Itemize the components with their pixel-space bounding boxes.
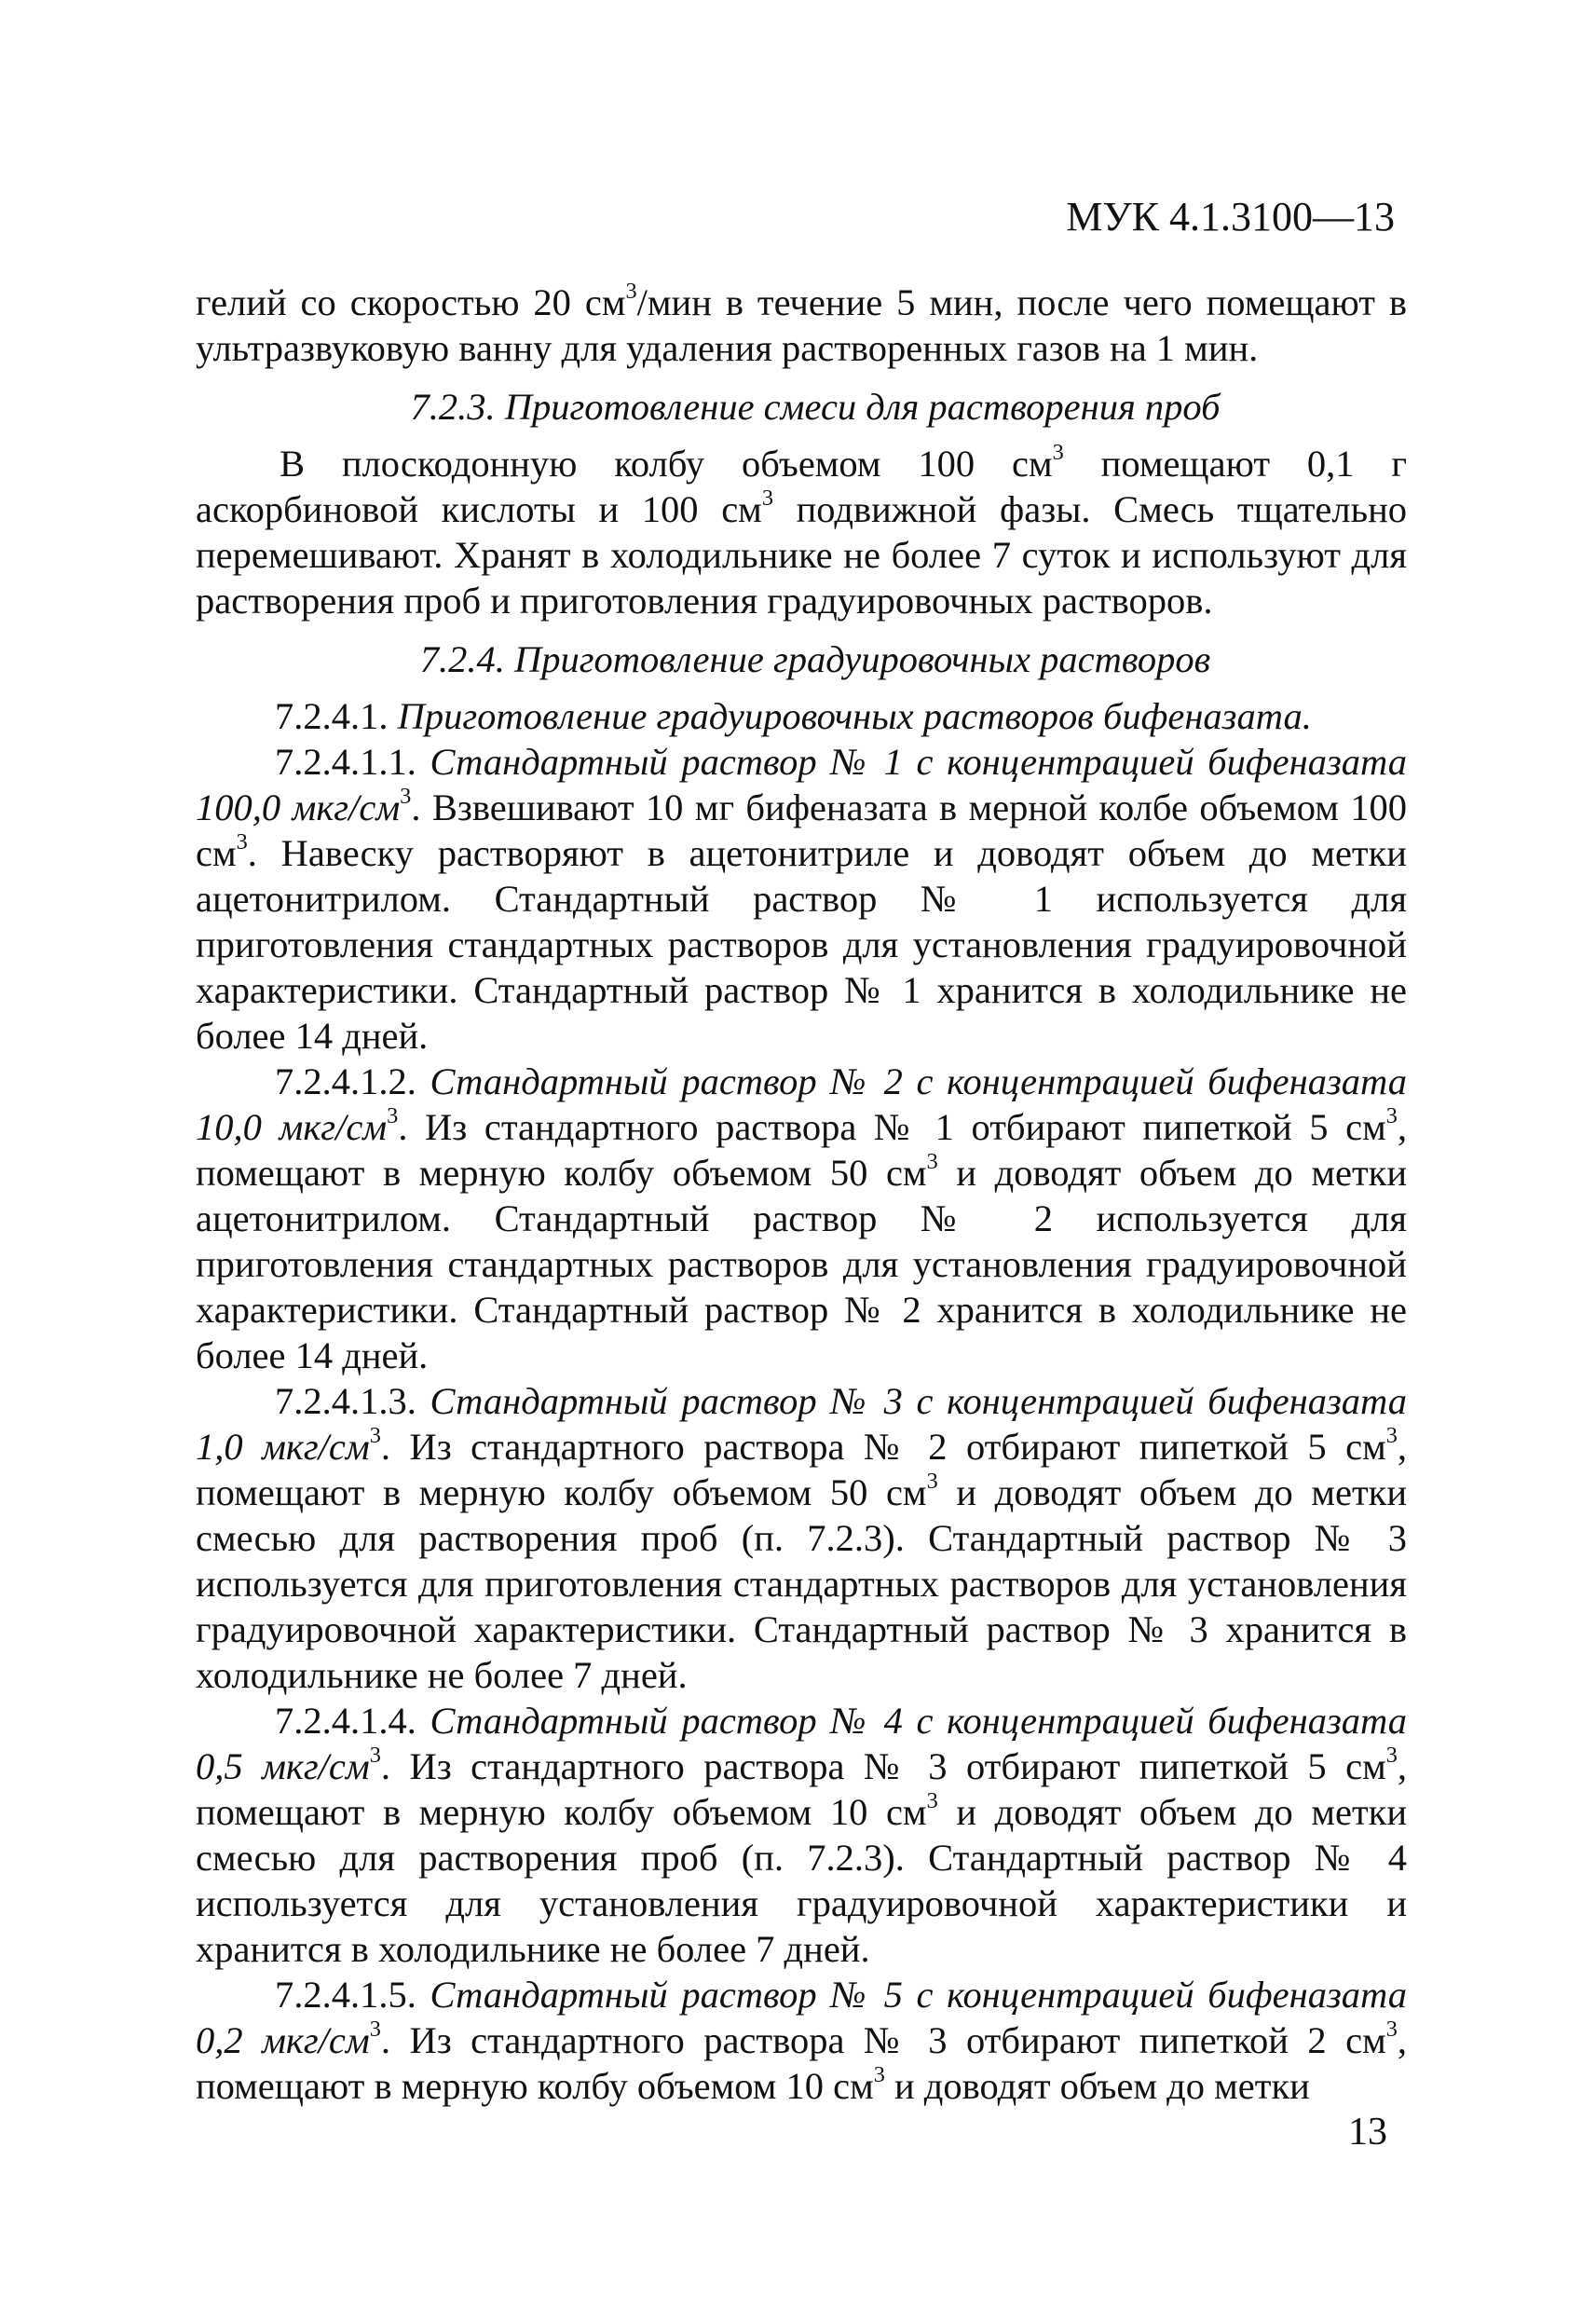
section-7-2-4-1-3: 7.2.4.1.3. Стандартный раствор № 3 с концентрацией бифеназата 1,0 мкг/$см^3$. Из стандартного раствора № 2 отбирают пипеткой 5 $см^3$, помещают в мерную колбу объемом 50 $см^3$ и доводят объем до метки смесью для растворения проб (п. 7.2.3). Стандартный раствор № 3 используется для приготовления стандартных растворов для установления градуировочной характеристики. Стандартный раствор № 3 хранится в холодильнике не более 7 дней. bbox=[196, 1380, 1408, 1696]
section-7-2-4-1-5: 7.2.4.1.5. Стандартный раствор № 5 с концентрацией бифеназата 0,2 мкг/$см^3$. Из стандартного раствора № 3 отбирают пипеткой 2 $см^3$, помещают в мерную колбу объемом 10 $см^3$ и доводят объем до метки bbox=[196, 1974, 1408, 2107]
section-7-2-4-1-2: 7.2.4.1.2. Стандартный раствор № 2 с концентрацией бифеназата 10,0 мкг/$см^3$. Из стандартного раствора № 1 отбирают пипеткой 5 $см^3$, помещают в мерную колбу объемом 50 $см^3$ и доводят объем до метки ацетонитрилом. Стандартный раствор № 2 используется для приготовления стандартных растворов для установления градуировочной характеристики. Стандартный раствор № 2 хранится в холодильнике не более 14 дней. bbox=[196, 1060, 1408, 1376]
section-7-2-4-1-4: 7.2.4.1.4. Стандартный раствор № 4 с концентрацией бифеназата 0,5 мкг/$см^3$. Из стандартного раствора № 3 отбирают пипеткой 5 $см^3$, помещают в мерную колбу объемом 10 $см^3$ и доводят объем до метки смесью для растворения проб (п. 7.2.3). Стандартный раствор № 4 используется для установления градуировочной характеристики и хранится в холодильнике не более 7 дней. bbox=[196, 1700, 1408, 1970]
heading-7-2-4: 7.2.4. Приготовление градуировочных растворов bbox=[419, 638, 1211, 680]
paragraph-helium-flow: гелий со скоростью 20 $см^3$/мин в течение 5 мин, после чего помещают в ультразвуковую ванну для удаления растворенных газов на 1 мин. bbox=[196, 278, 1407, 369]
document-code: МУК 4.1.3100—13 bbox=[1066, 194, 1395, 239]
page-number: 13 bbox=[1348, 2111, 1387, 2154]
paragraph-mixture-preparation: В плоскодонную колбу объемом 100 $см^3$ помещают 0,1 г аскорбиновой кислоты и 100 $см^3$ подвижной фазы. Смесь тщательно перемешивают. Хранят в холодильнике не более 7 суток и используют для растворения проб и приготовления градуировочных растворов. bbox=[196, 439, 1407, 622]
heading-7-2-3: 7.2.3. Приготовление смеси для растворения проб bbox=[410, 386, 1221, 428]
section-7-2-4-1: 7.2.4.1. Приготовление градуировочных растворов бифеназата. bbox=[275, 695, 1312, 737]
page-body bbox=[196, 280, 1407, 2109]
section-7-2-4-1-1: 7.2.4.1.1. Стандартный раствор № 1 с концентрацией бифеназата 100,0 мкг/$см^3$. Взвешивают 10 мг бифеназата в мерной колбе объемом 100 $см^3$. Навеску растворяют в ацетонитриле и доводят объем до метки ацетонитрилом. Стандартный раствор № 1 используется для приготовления стандартных растворов для установления градуировочной характеристики. Стандартный раствор № 1 хранится в холодильнике не более 14 дней. bbox=[196, 741, 1408, 1057]
